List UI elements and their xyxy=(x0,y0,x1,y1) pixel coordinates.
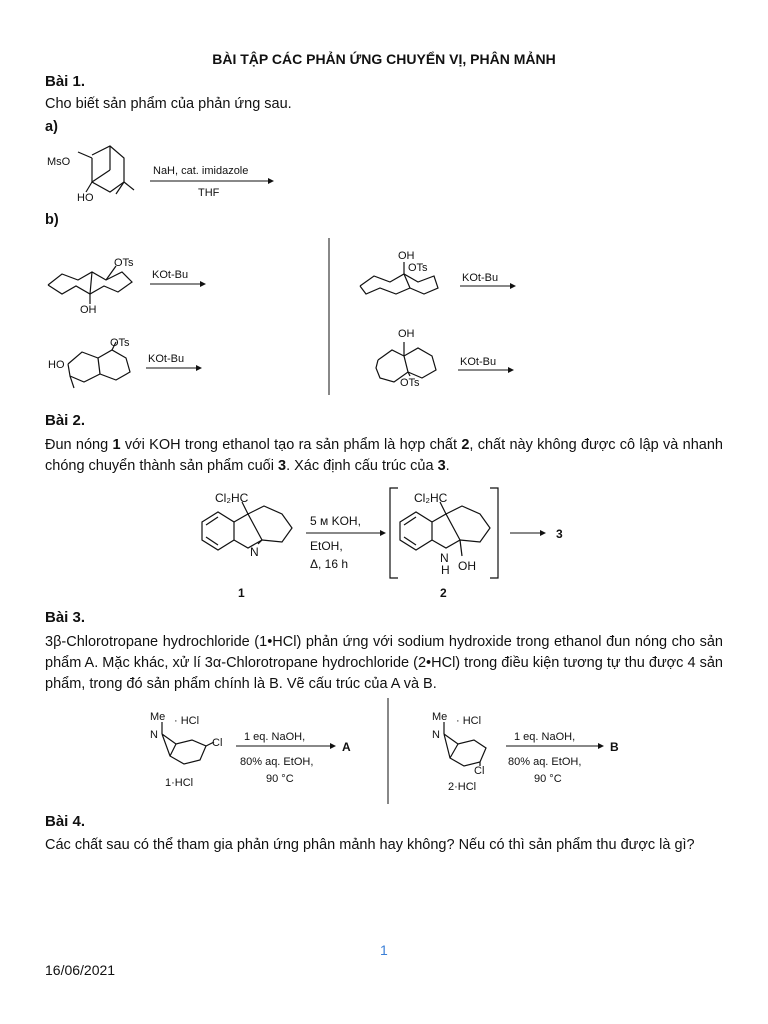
compound-1-label: 1 xyxy=(238,586,245,600)
product-a: A xyxy=(342,740,351,754)
mso-label: MsO xyxy=(47,156,71,168)
reagent-b4: KOt-Bu xyxy=(460,356,497,368)
footer-date: 16/06/2021 xyxy=(45,962,116,978)
reagent-b3: KOt-Bu xyxy=(148,353,185,365)
ho-label: HO xyxy=(77,192,94,204)
oh-1: OH xyxy=(80,304,97,316)
group-1: Cl₂HC xyxy=(215,491,249,505)
n-3-1: N xyxy=(150,729,158,741)
n-3-2: N xyxy=(432,729,440,741)
cl-1: Cl xyxy=(212,737,223,749)
bai4-text: Các chất sau có thể tham gia phản ứng phân mảnh hay không? Nếu có thì sản phẩm thu được là gì? xyxy=(45,837,695,853)
bai3-heading: Bài 3. xyxy=(45,609,86,626)
product-b: B xyxy=(610,740,619,754)
me-1: Me xyxy=(150,711,166,723)
compound-3-label: 3 xyxy=(556,527,563,541)
reagent-3b-1: 1 eq. NaOH, xyxy=(514,731,576,743)
n-2: N xyxy=(440,551,449,565)
tropane-1-structure xyxy=(162,722,214,764)
me-2: Me xyxy=(432,711,448,723)
reagent-b2: KOt-Bu xyxy=(462,272,499,284)
bai1-heading: Bài 1. xyxy=(45,73,86,90)
bai4-heading: Bài 4. xyxy=(45,813,86,830)
hcl-1: · HCl xyxy=(174,715,200,727)
ots-1: OTs xyxy=(114,257,134,269)
compound-2-label: 2 xyxy=(440,586,447,600)
reagent-b1: KOt-Bu xyxy=(152,269,189,281)
ots-2: OTs xyxy=(408,262,428,274)
h-2: H xyxy=(441,563,450,577)
bai3-para: 3β-Chlorotropane hydrochloride (1•HCl) phản ứng với sodium hydroxide trong ethanol đun nóng cho sản phẩm A. Mặc khác, xử lí 3α-Chlorotropane hydrochloride (2•HCl) trong điều kiện tương tự thu được 4 sản phẩm, trong đó sản phẩm chính là B. Vẽ cấu trúc của A và B. xyxy=(45,634,723,692)
reagent-3b-3: 90 °C xyxy=(534,773,562,785)
oh-2: OH xyxy=(458,559,476,573)
group-2: Cl₂HC xyxy=(414,491,448,505)
bai2-heading: Bài 2. xyxy=(45,412,86,429)
tropane-2-structure xyxy=(444,722,486,766)
reagent-3a-2: 80% aq. EtOH, xyxy=(240,756,314,768)
reagent-a-bottom: THF xyxy=(198,187,220,199)
bai1-part-a: a) xyxy=(45,119,58,135)
reagent-3a-1: 1 eq. NaOH, xyxy=(244,731,306,743)
reagent-2-2: EtOH, xyxy=(310,539,343,553)
ots-4: OTs xyxy=(400,377,420,389)
reagent-2-1: 5 м KOH, xyxy=(310,514,361,528)
reagent-2-3: Δ, 16 h xyxy=(310,557,349,571)
bai1-part-b: b) xyxy=(45,212,59,228)
ots-3: OTs xyxy=(110,337,130,349)
bai1-intro: Cho biết sản phẩm của phản ứng sau. xyxy=(45,96,292,112)
page-title: BÀI TẬP CÁC PHẢN ỨNG CHUYỂN VỊ, PHÂN MẢNH xyxy=(212,51,556,67)
label-2-hcl: 2·HCl xyxy=(448,781,477,793)
reagent-3b-2: 80% aq. EtOH, xyxy=(508,756,582,768)
reagent-3a-3: 90 °C xyxy=(266,773,294,785)
oh-4: OH xyxy=(398,328,415,340)
label-1-hcl: 1·HCl xyxy=(165,777,194,789)
bai2-text: Đun nóng 1 với KOH trong ethanol tạo ra sản phẩm là hợp chất 2, chất này không được cô lập và nhanh chóng chuyển thành sản phẩm cuối 3. Xác định cấu trúc của 3. xyxy=(45,437,723,474)
n-1: N xyxy=(250,545,259,559)
oh-2: OH xyxy=(398,250,415,262)
page-number: 1 xyxy=(380,942,388,958)
hcl-2: · HCl xyxy=(456,715,482,727)
cl-2: Cl xyxy=(474,765,485,777)
ho-3: HO xyxy=(48,359,65,371)
reagent-a-top: NaH, cat. imidazole xyxy=(153,165,249,177)
